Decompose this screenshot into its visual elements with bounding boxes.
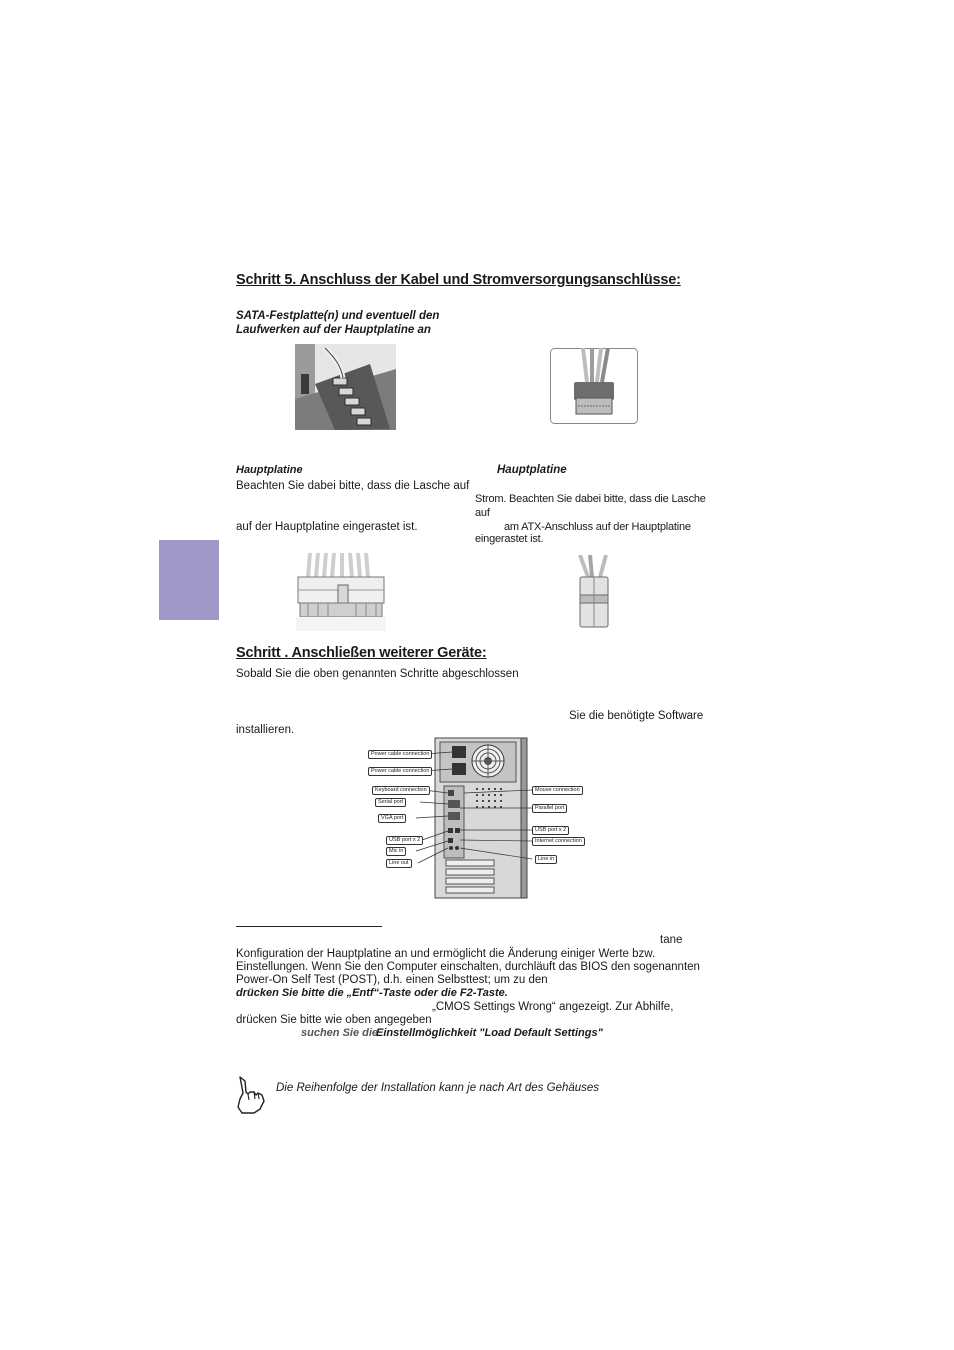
section6-text-1: Sobald Sie die oben genannten Schritte abgeschlossen xyxy=(236,668,519,680)
power-4pin-photo xyxy=(570,555,620,631)
label-usb-left: USB port x 2 xyxy=(386,836,423,845)
right-text-4: eingerastet ist. xyxy=(475,533,544,545)
sata-board-photo xyxy=(295,344,396,430)
label-mouse: Mouse connection xyxy=(532,786,583,795)
label-mic-in: Mic in xyxy=(386,847,406,856)
label-serial-port: Serial port xyxy=(375,798,406,807)
sata-intro-line1: SATA-Festplatte(n) und eventuell den xyxy=(236,310,440,322)
section6-text-2: Sie die benötigte Software xyxy=(569,710,704,722)
section6-text-3: installieren. xyxy=(236,724,295,736)
label-parallel-port: Parallel port xyxy=(532,804,567,813)
left-caption: Hauptplatine xyxy=(236,464,303,476)
footnote-line1: Konfiguration der Hauptplatine an und ermöglicht die Änderung einiger Werte bzw. xyxy=(236,948,656,960)
footnote-tane: tane xyxy=(660,934,683,946)
pointing-hand-icon xyxy=(234,1075,268,1115)
side-tab xyxy=(159,540,219,620)
right-text-3: am ATX-Anschluss auf der Hauptplatine xyxy=(504,521,691,533)
label-internet: Internet connection xyxy=(532,837,585,846)
left-text-1: Beachten Sie dabei bitte, dass die Lasche auf xyxy=(236,480,470,492)
right-text-1: Strom. Beachten Sie dabei bitte, dass die Lasche xyxy=(475,493,706,505)
label-power-cable-2: Power cable connection xyxy=(368,767,432,776)
footnote-line7b: Einstellmöglichkeit "Load Default Settings" xyxy=(376,1027,603,1039)
section6-heading: Schritt . Anschließen weiterer Geräte: xyxy=(236,645,487,661)
sata-power-photo xyxy=(550,348,638,424)
sata-intro-line2: Laufwerken auf der Hauptplatine an xyxy=(236,324,431,336)
label-line-in: Line in xyxy=(535,855,557,864)
footnote-rule xyxy=(236,926,382,927)
right-caption: Hauptplatine xyxy=(497,464,567,476)
note-text: Die Reihenfolge der Installation kann je nach Art des Gehäuses xyxy=(276,1082,600,1094)
section5-heading: Schritt 5. Anschluss der Kabel und Stromversorgungsanschlüsse: xyxy=(236,272,681,288)
footnote-line2: Einstellungen. Wenn Sie den Computer einschalten, durchläuft das BIOS den sogenannten xyxy=(236,961,700,973)
atx-connector-photo xyxy=(296,553,386,631)
label-usb-right: USB port x 2 xyxy=(532,826,569,835)
right-text-2: auf xyxy=(475,507,490,519)
footnote-line4: drücken Sie bitte die „Entf“-Taste oder die F2-Taste. xyxy=(236,987,508,999)
label-keyboard: Keyboard connection xyxy=(372,786,430,795)
footnote-line6: drücken Sie bitte wie oben angegeben xyxy=(236,1014,432,1026)
left-text-2: auf der Hauptplatine eingerastet ist. xyxy=(236,521,418,533)
label-line-out: Line out xyxy=(386,859,412,868)
label-power-cable-1: Power cable connection xyxy=(368,750,432,759)
footnote-line3: Power-On Self Test (POST), d.h. einen Selbsttest; um zu den xyxy=(236,974,548,986)
footnote-line5: „CMOS Settings Wrong“ angezeigt. Zur Abhilfe, xyxy=(432,1001,674,1013)
footnote-line7a: suchen Sie die xyxy=(301,1027,379,1039)
label-vga-port: VGA port xyxy=(378,814,406,823)
